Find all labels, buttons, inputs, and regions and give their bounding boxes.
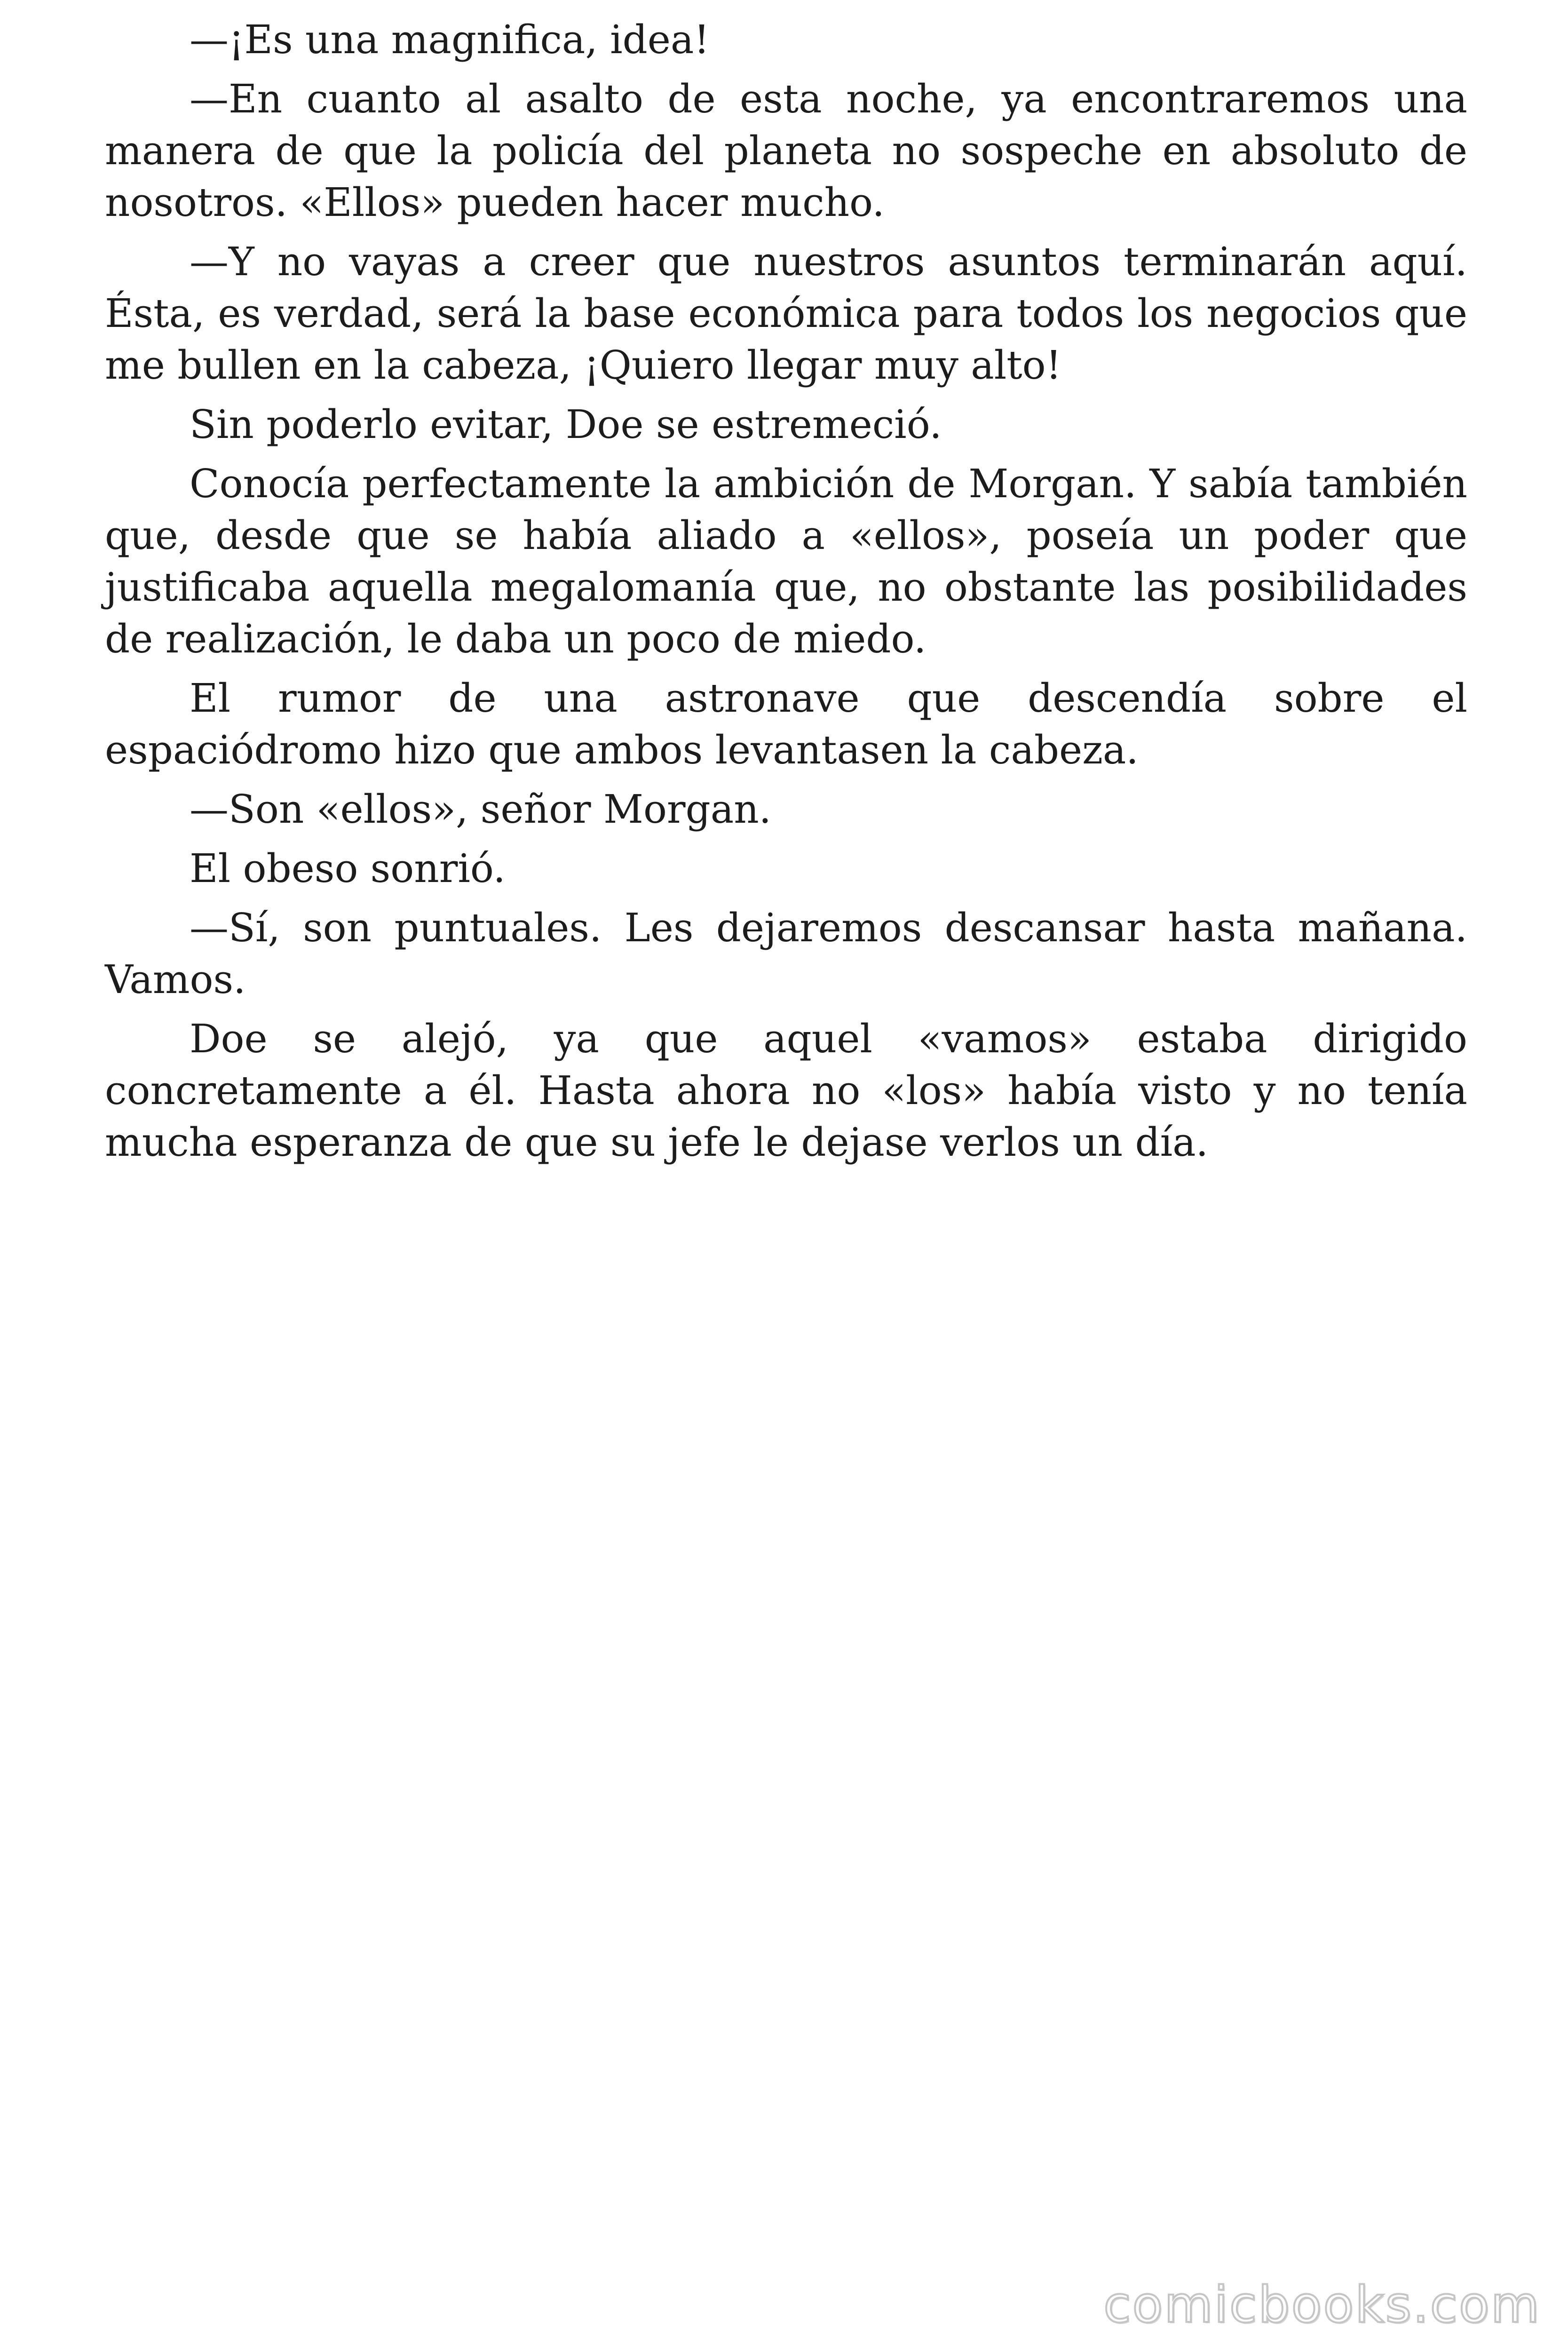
page-body <box>105 14 1467 1176</box>
paragraph-6: El rumor de una astronave que descendía sobre el espaciódromo hizo que ambos levantasen la cabeza. <box>105 675 1467 773</box>
paragraph-2: —En cuanto al asalto de esta noche, ya encontraremos una manera de que la policía del planeta no sospeche en absoluto de nosotros. «Ellos» pueden hacer mucho. <box>105 76 1467 225</box>
paragraph-5: Conocía perfectamente la ambición de Morgan. Y sabía también que, desde que se había aliado a «ellos», poseía un poder que justificaba aquella megalomanía que, no obstante las posibilidades de realización, le daba un poco de miedo. <box>105 461 1467 662</box>
paragraph-9: —Sí, son puntuales. Les dejaremos descansar hasta mañana. Vamos. <box>105 905 1467 1002</box>
paragraph-4: Sin poderlo evitar, Doe se estremeció. <box>190 402 942 447</box>
watermark: comicbooks.com <box>1103 2276 1541 2334</box>
paragraph-8: El obeso sonrió. <box>190 846 506 891</box>
paragraph-10: Doe se alejó, ya que aquel «vamos» estaba dirigido concretamente a él. Hasta ahora no «los» había visto y no tenía mucha esperanza de que su jefe le dejase verlos un día. <box>105 1016 1467 1165</box>
paragraph-1: —¡Es una magnifica, idea! <box>190 17 710 63</box>
paragraph-3: —Y no vayas a creer que nuestros asuntos terminarán aquí. Ésta, es verdad, será la base económica para todos los negocios que me bullen en la cabeza, ¡Quiero llegar muy alto! <box>105 239 1467 388</box>
paragraph-7: —Son «ellos», señor Morgan. <box>190 787 772 832</box>
